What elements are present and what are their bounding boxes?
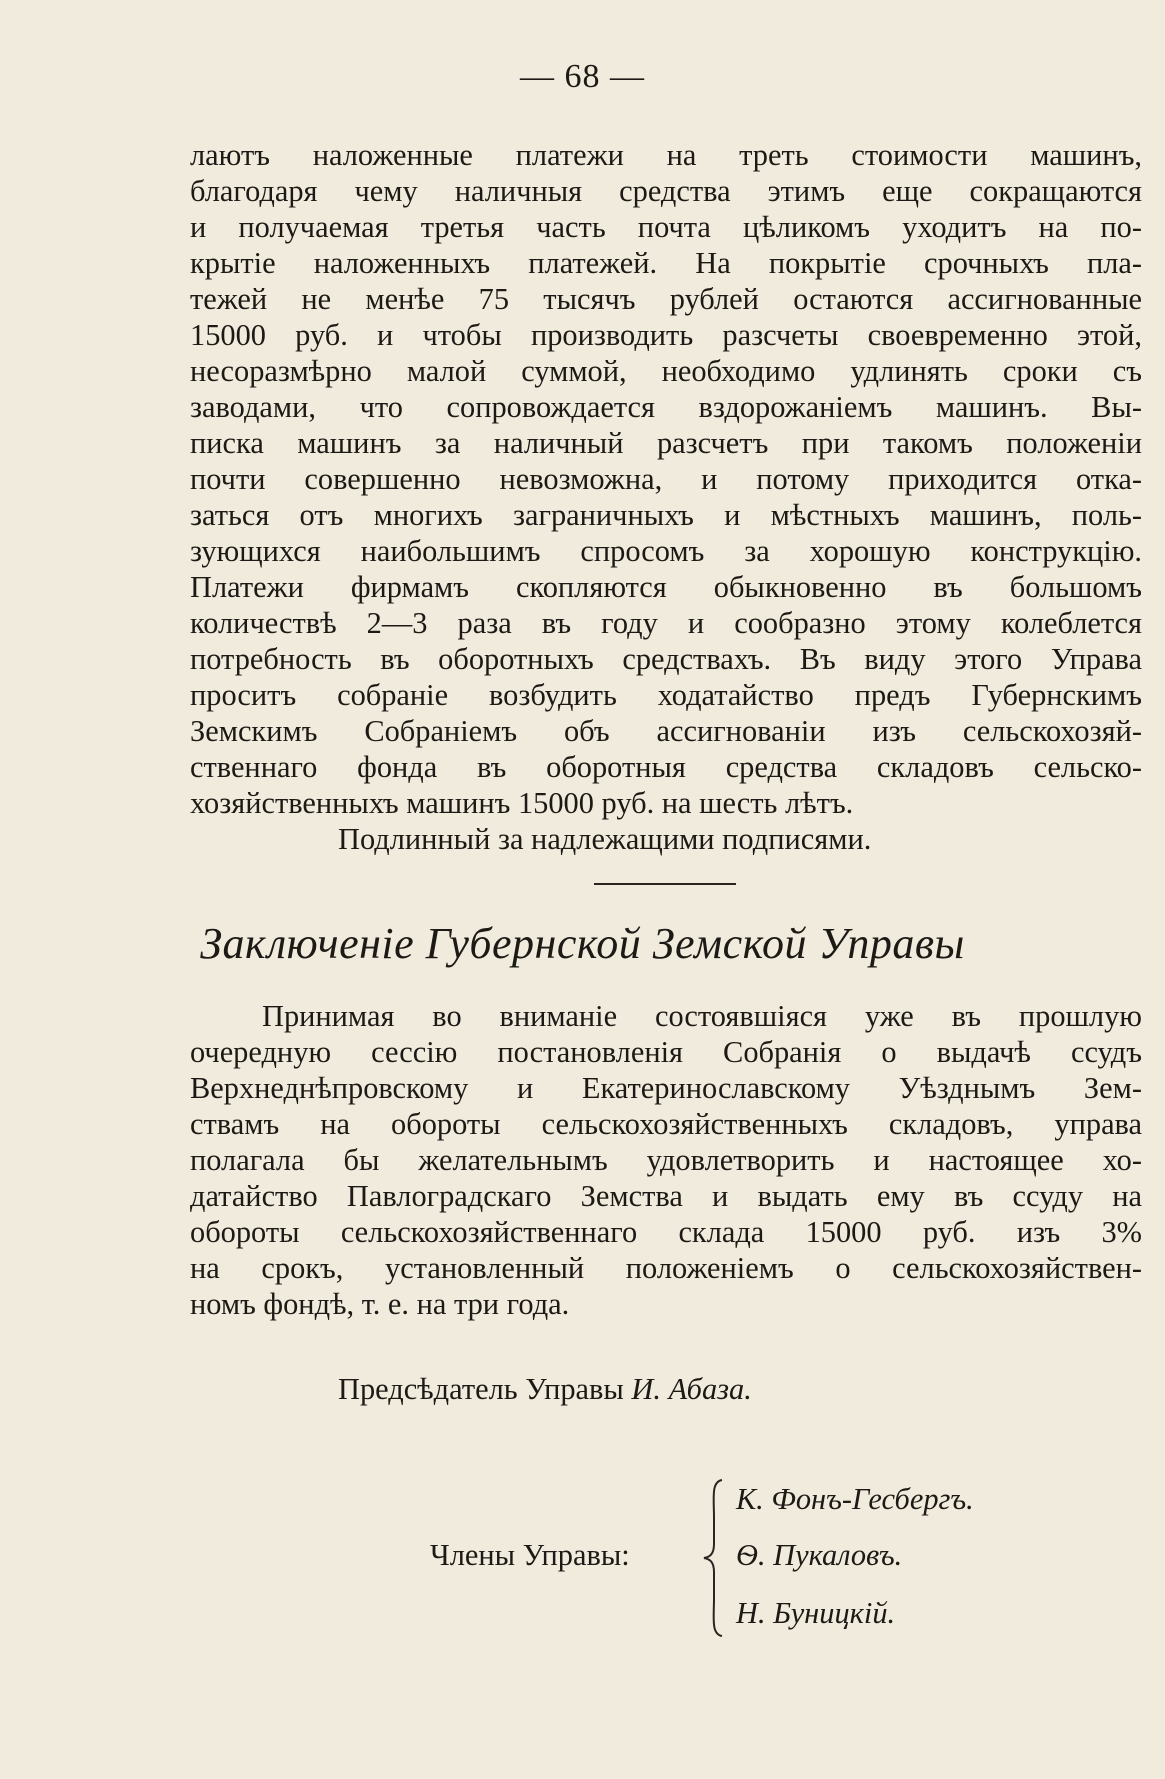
text-line: лаютъ наложенные платежи на треть стоимости машинъ,: [190, 138, 1142, 172]
chairman-signature: [338, 1372, 752, 1407]
page-number: — 68 —: [520, 58, 645, 95]
text-line: номъ фондѣ, т. е. на три года.: [190, 1287, 570, 1321]
text-line: зующихся наибольшимъ спросомъ за хорошую конструкцію.: [190, 534, 1142, 568]
text-line: полагала бы желательнымъ удовлетворить и настоящее хо-: [190, 1143, 1142, 1177]
member-name: К. Фонъ-Гесбергъ.: [736, 1482, 974, 1516]
text-line: заться отъ многихъ заграничныхъ и мѣстныхъ машинъ, поль-: [190, 498, 1142, 532]
text-line: проситъ собраніе возбудить ходатайство предъ Губернскимъ: [190, 678, 1142, 712]
text-line: почти совершенно невозможна, и потому приходится отка-: [190, 462, 1142, 496]
text-line: хозяйственныхъ машинъ 15000 руб. на шесть лѣтъ.: [190, 786, 854, 820]
member-name: Н. Буницкій.: [736, 1596, 896, 1630]
members-label: Члены Управы:: [430, 1538, 630, 1572]
text-line: обороты сельскохозяйственнаго склада 15000 руб. изъ 3%: [190, 1215, 1142, 1249]
text-line: количествѣ 2—3 раза въ году и сообразно этому колеблется: [190, 606, 1142, 640]
paragraph-2: [190, 998, 1142, 1322]
text-line: очередную сессію постановленія Собранія о выдачѣ ссудъ: [190, 1035, 1142, 1069]
text-line: Верхнеднѣпровскому и Екатеринославскому Уѣзднымъ Зем-: [190, 1071, 1142, 1105]
text-line: крытіе наложенныхъ платежей. На покрытіе срочныхъ пла-: [190, 246, 1142, 280]
text-line: ствамъ на обороты сельскохозяйственныхъ складовъ, управа: [190, 1107, 1142, 1141]
section-heading: Заключеніе Губернской Земской Управы: [200, 919, 965, 968]
text-line: Платежи фирмамъ скопляются обыкновенно въ большомъ: [190, 570, 1142, 604]
text-line: 15000 руб. и чтобы производить разсчеты своевременно этой,: [190, 318, 1142, 352]
section-divider: [594, 883, 736, 885]
curly-brace-icon: [702, 1478, 728, 1638]
text-line: тежей не менѣе 75 тысячъ рублей остаются ассигнованные: [190, 282, 1142, 316]
text-line: ственнаго фонда въ оборотныя средства складовъ сельско-: [190, 750, 1142, 784]
text-line: датайство Павлоградскаго Земства и выдать ему въ ссуду на: [190, 1179, 1142, 1213]
text-line: писка машинъ за наличный разсчетъ при такомъ положеніи: [190, 426, 1142, 460]
text-line: несоразмѣрно малой суммой, необходимо удлинять сроки съ: [190, 354, 1142, 388]
text-line: заводами, что сопровождается вздорожаніемъ машинъ. Вы-: [190, 390, 1142, 424]
original-note: Подлинный за надлежащими подписями.: [338, 822, 872, 856]
text-line: потребность въ оборотныхъ средствахъ. Въ виду этого Управа: [190, 642, 1142, 676]
text-line: Принимая во вниманіе состоявшіяся уже въ прошлую: [262, 999, 1142, 1033]
paragraph-1: [190, 137, 1142, 857]
chairman-title: Предсѣдатель Управы: [338, 1372, 624, 1406]
text-line: благодаря чему наличныя средства этимъ еще сокращаются: [190, 174, 1142, 208]
member-name: Ѳ. Пукаловъ.: [736, 1538, 903, 1572]
text-line: и получаемая третья часть почта цѣликомъ уходитъ на по-: [190, 210, 1142, 244]
chairman-name: И. Абаза.: [631, 1372, 752, 1406]
text-line: Земскимъ Собраніемъ объ ассигнованіи изъ сельскохозяй-: [190, 714, 1142, 748]
text-line: на срокъ, установленный положеніемъ о сельскохозяйствен-: [190, 1251, 1142, 1285]
